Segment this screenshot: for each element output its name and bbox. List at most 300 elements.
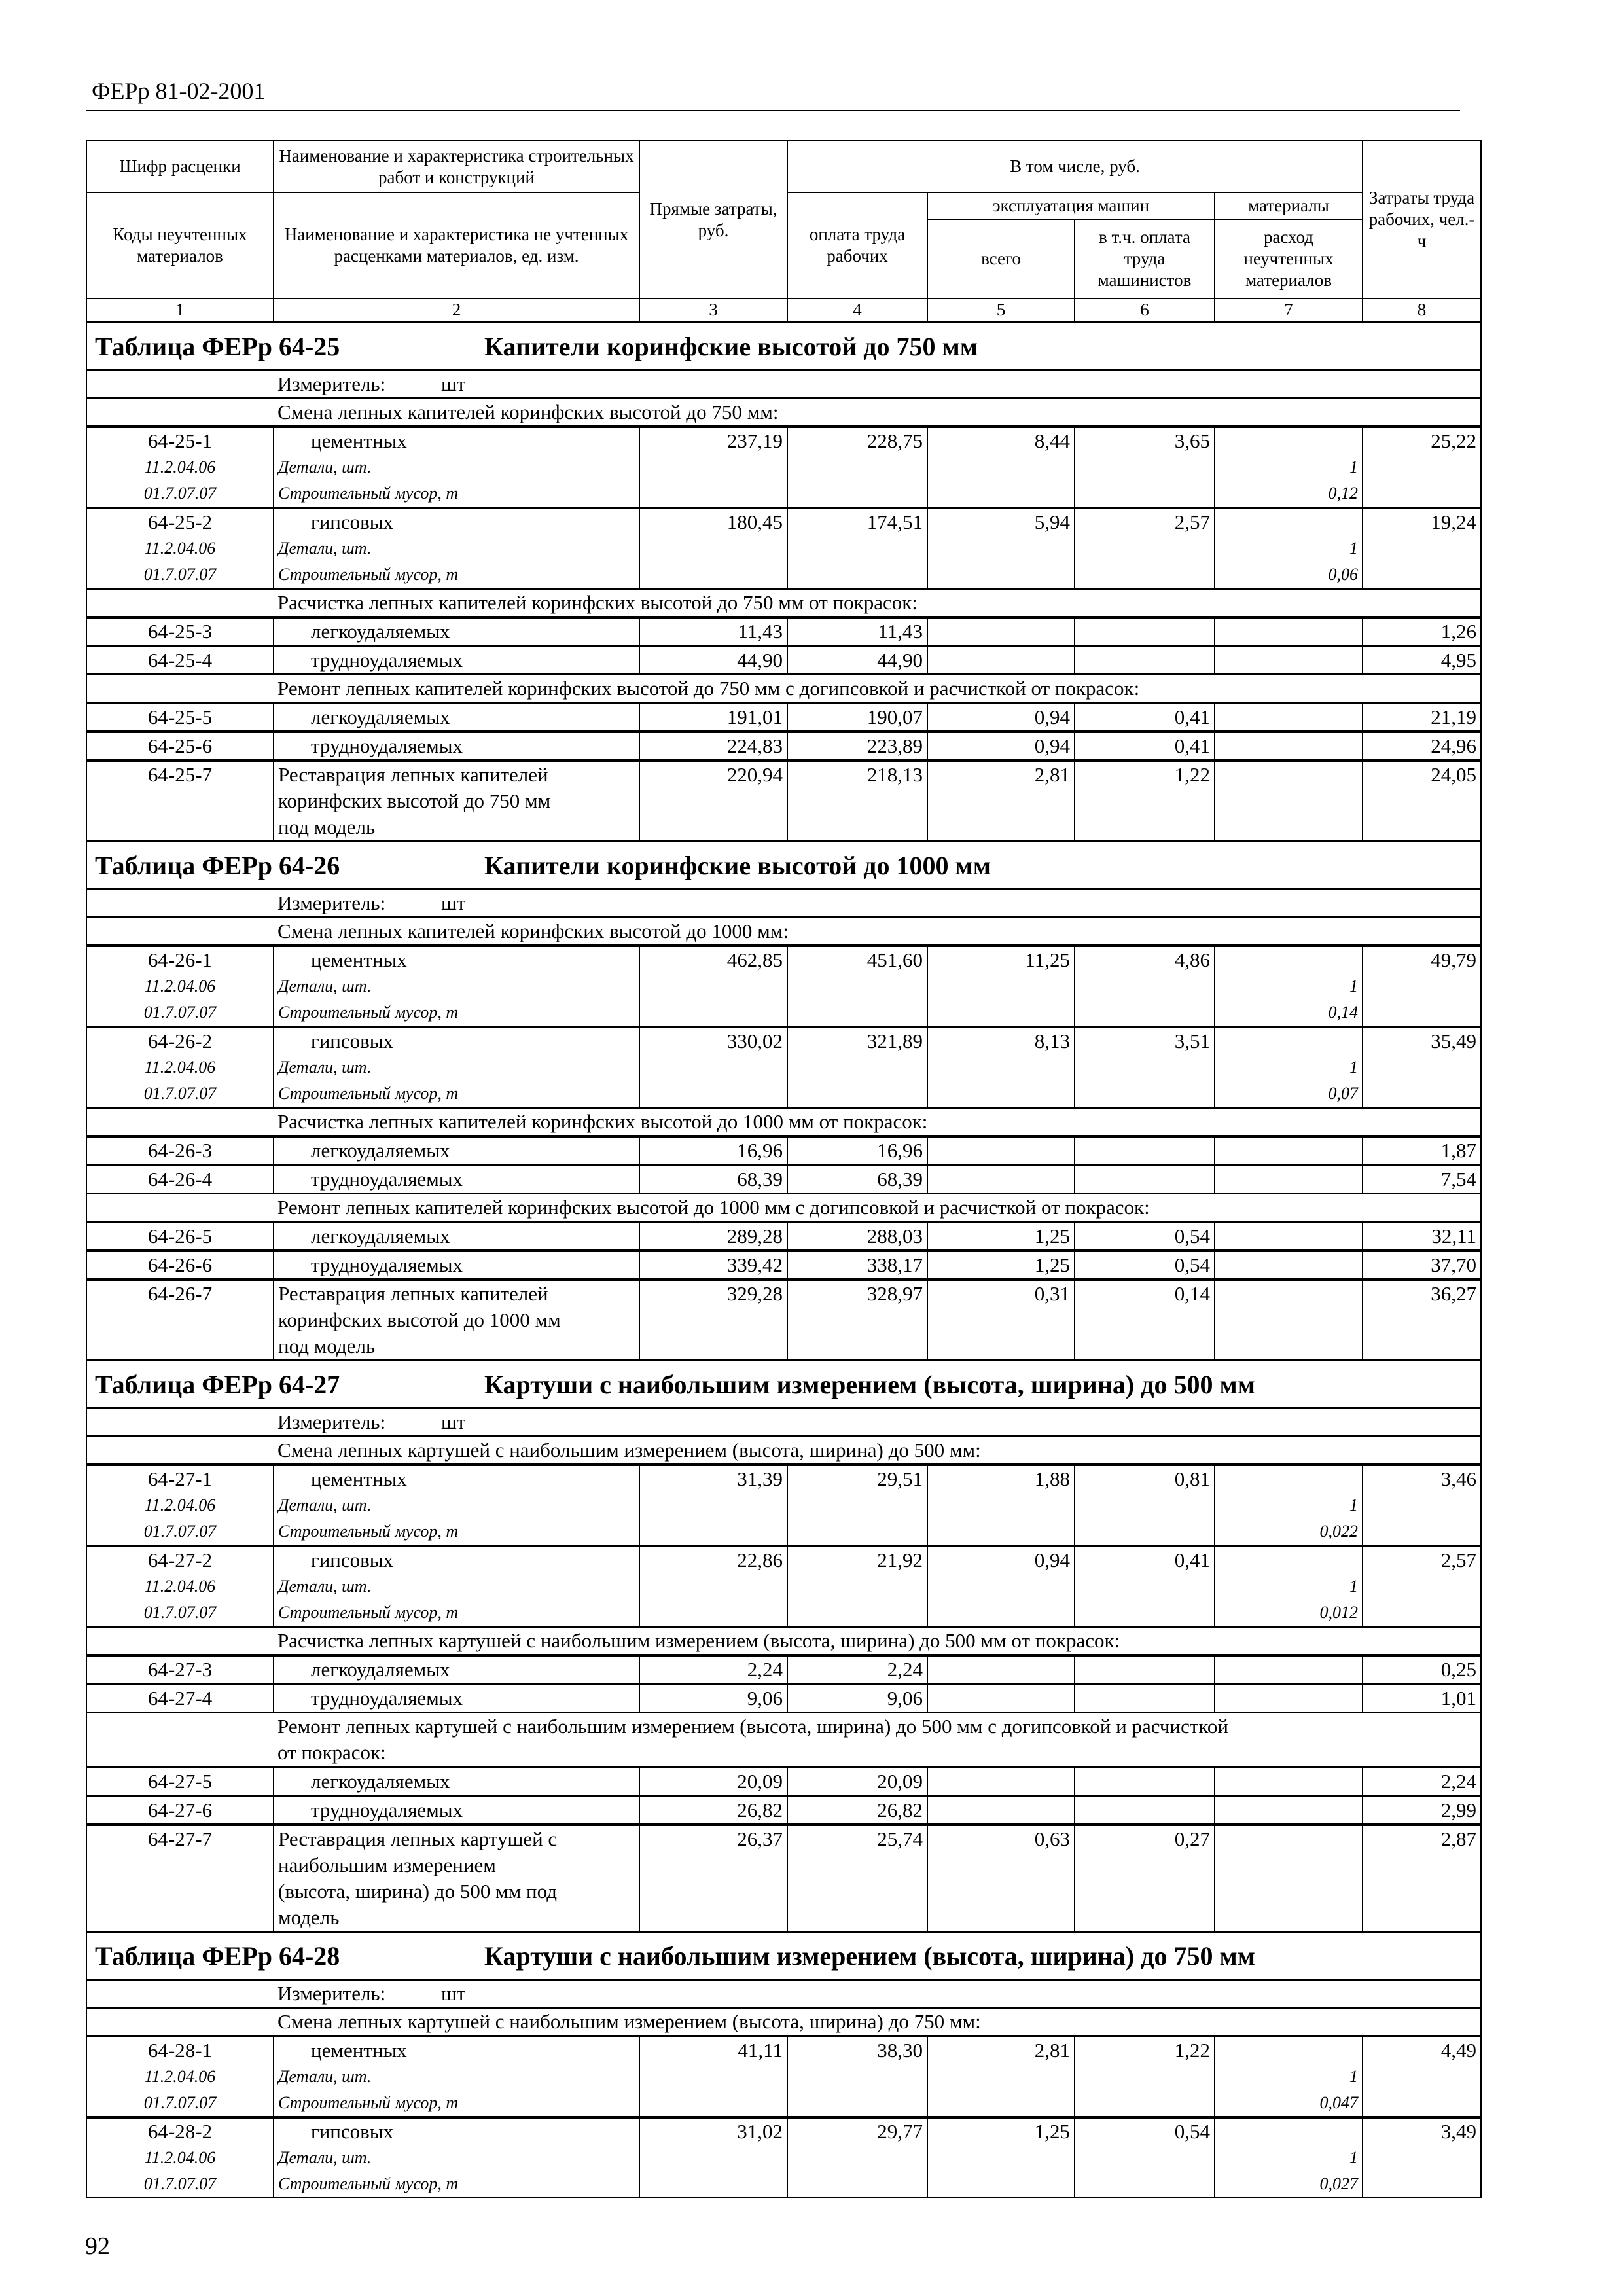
labor-hours: 24,96 <box>1431 734 1477 757</box>
column-number: 8 <box>1363 298 1481 322</box>
measure-row <box>86 1980 1481 2008</box>
work-name: наибольшим измерением <box>278 1854 496 1876</box>
work-name: трудноудаляемых <box>311 1687 463 1710</box>
wages: 29,51 <box>877 1467 923 1490</box>
machines-total <box>932 1166 1070 1193</box>
group-heading: Смена лепных капителей коринфских высотой до 750 мм: <box>277 401 779 423</box>
work-name: гипсовых <box>311 511 394 533</box>
group-heading: Смена лепных картушей с наибольшим измерением (высота, ширина) до 750 мм: <box>277 2010 981 2033</box>
work-name: цементных <box>311 948 407 971</box>
rate-code: 64-26-2 <box>147 1030 213 1052</box>
work-name: легкоудаляемых <box>311 1770 450 1793</box>
machinists-wages: 0,54 <box>1174 1225 1210 1247</box>
material-name: Детали, шт. <box>278 1577 372 1596</box>
direct-cost: 68,39 <box>737 1168 783 1191</box>
material-code: 01.7.07.07 <box>143 2174 217 2193</box>
wages: 451,60 <box>866 948 923 971</box>
column-number: 5 <box>927 298 1075 322</box>
header-code: Шифр расценки <box>86 141 274 192</box>
group-heading-row <box>86 1108 1481 1137</box>
material-code: 11.2.04.06 <box>144 457 216 476</box>
materials <box>1219 1657 1358 1683</box>
work-name: трудноудаляемых <box>311 649 463 672</box>
group-heading-row <box>86 1713 1481 1768</box>
materials <box>1219 1466 1358 1492</box>
materials <box>1219 1138 1358 1164</box>
materials <box>1219 647 1358 673</box>
machinists-wages: 0,81 <box>1174 1467 1210 1490</box>
machinists-wages: 0,41 <box>1174 1549 1210 1571</box>
measure-unit: шт <box>441 891 466 914</box>
material-code: 11.2.04.06 <box>144 539 216 558</box>
group-heading: Смена лепных капителей коринфских высотой до 1000 мм: <box>277 920 789 942</box>
wages: 338,17 <box>866 1253 923 1276</box>
work-name: легкоудаляемых <box>311 1658 450 1681</box>
rate-code: 64-25-7 <box>147 763 213 786</box>
running-head: ФЕРр 81-02-2001 <box>92 78 266 104</box>
work-name: под модель <box>278 816 376 838</box>
labor-hours: 3,49 <box>1440 2120 1477 2143</box>
machines-total: 5,94 <box>1034 511 1070 533</box>
machinists-wages <box>1079 1138 1210 1164</box>
machines-total: 0,63 <box>1034 1827 1070 1850</box>
rate-code: 64-26-1 <box>147 948 213 971</box>
machines-total: 0,31 <box>1034 1282 1070 1305</box>
machinists-wages: 0,41 <box>1174 706 1210 728</box>
group-heading: Расчистка лепных картушей с наибольшим измерением (высота, ширина) до 500 мм от покрасок: <box>277 1629 1120 1652</box>
direct-cost: 16,96 <box>737 1139 783 1162</box>
labor-hours: 1,26 <box>1440 620 1477 643</box>
materials <box>1219 1547 1358 1573</box>
machinists-wages <box>1079 1768 1210 1795</box>
material-qty: 0,06 <box>1328 565 1359 584</box>
table-row <box>86 508 1481 589</box>
work-name: гипсовых <box>311 1549 394 1571</box>
wages: 174,51 <box>866 511 923 533</box>
material-name: Строительный мусор, т <box>278 484 459 503</box>
rate-code: 64-28-2 <box>147 2120 213 2143</box>
group-heading: Ремонт лепных капителей коринфских высотой до 1000 мм с догипсовкой и расчисткой от покрасок: <box>277 1196 1150 1219</box>
machinists-wages <box>1079 1685 1210 1712</box>
rate-code: 64-27-1 <box>147 1467 213 1490</box>
material-qty: 0,12 <box>1328 484 1359 503</box>
rate-code: 64-25-6 <box>147 734 213 757</box>
material-code: 01.7.07.07 <box>143 565 217 584</box>
measure-label: Измеритель: <box>277 372 386 395</box>
machinists-wages: 0,54 <box>1174 2120 1210 2143</box>
direct-cost: 22,86 <box>737 1549 783 1571</box>
table-row <box>86 617 1481 646</box>
machinists-wages: 0,41 <box>1174 734 1210 757</box>
machines-total: 0,94 <box>1034 734 1070 757</box>
wages: 20,09 <box>877 1770 923 1793</box>
column-number: 2 <box>274 298 639 322</box>
measure-row <box>86 1408 1481 1437</box>
work-name: легкоудаляемых <box>311 1139 450 1162</box>
material-code: 01.7.07.07 <box>143 1603 217 1622</box>
header-material-codes: Коды неучтенных материалов <box>86 192 274 298</box>
wages: 29,77 <box>877 2120 923 2143</box>
header-machines: эксплуатация машин <box>927 192 1215 219</box>
work-name: Реставрация лепных капителей <box>278 1282 548 1305</box>
table-row <box>86 761 1481 842</box>
wages: 25,74 <box>877 1827 923 1850</box>
machines-total: 0,94 <box>1034 1549 1070 1571</box>
materials <box>1219 1028 1358 1054</box>
materials <box>1219 1826 1358 1852</box>
group-heading-row <box>86 918 1481 946</box>
material-qty: 1 <box>1349 539 1359 558</box>
materials <box>1219 947 1358 973</box>
work-name: Реставрация лепных картушей с <box>278 1827 558 1850</box>
direct-cost: 462,85 <box>726 948 783 971</box>
group-heading-row <box>86 589 1481 618</box>
machines-total <box>932 1768 1070 1795</box>
labor-hours: 2,24 <box>1440 1770 1477 1793</box>
wages: 288,03 <box>866 1225 923 1247</box>
material-name: Строительный мусор, т <box>278 2174 459 2193</box>
labor-hours: 24,05 <box>1431 763 1477 786</box>
work-name: модель <box>278 1906 340 1929</box>
direct-cost: 26,37 <box>737 1827 783 1850</box>
table-row <box>86 1251 1481 1280</box>
direct-cost: 329,28 <box>726 1282 783 1305</box>
material-code: 11.2.04.06 <box>144 1577 216 1596</box>
material-qty: 0,14 <box>1328 1003 1359 1022</box>
rate-code: 64-26-4 <box>147 1168 213 1191</box>
material-name: Детали, шт. <box>278 539 372 558</box>
wages: 38,30 <box>877 2039 923 2062</box>
table-row <box>86 2117 1481 2198</box>
wages: 328,97 <box>866 1282 923 1305</box>
rate-code: 64-27-4 <box>147 1687 213 1710</box>
material-qty: 1 <box>1349 457 1359 476</box>
material-name: Детали, шт. <box>278 1496 372 1515</box>
machines-total: 1,88 <box>1034 1467 1070 1490</box>
machines-total <box>932 1797 1070 1823</box>
work-name: (высота, ширина) до 500 мм под <box>278 1880 558 1903</box>
work-name: гипсовых <box>311 2120 394 2143</box>
group-heading: Смена лепных картушей с наибольшим измерением (высота, ширина) до 500 мм: <box>277 1439 981 1462</box>
table-code: Таблица ФЕРр 64-28 <box>95 1941 340 1971</box>
machinists-wages <box>1079 647 1210 673</box>
header-material-names: Наименование и характеристика не учтенных расценками материалов, ед. изм. <box>274 192 639 298</box>
material-code: 11.2.04.06 <box>144 977 216 996</box>
material-qty: 1 <box>1349 1496 1359 1515</box>
wages: 11,43 <box>878 620 923 643</box>
material-qty: 1 <box>1349 977 1359 996</box>
material-qty: 1 <box>1349 1058 1359 1077</box>
work-name: легкоудаляемых <box>311 706 450 728</box>
rate-code: 64-27-5 <box>147 1770 213 1793</box>
materials <box>1219 619 1358 645</box>
direct-cost: 180,45 <box>726 511 783 533</box>
group-heading: от покрасок: <box>277 1741 386 1764</box>
direct-cost: 11,43 <box>738 620 783 643</box>
direct-cost: 289,28 <box>726 1225 783 1247</box>
wages: 68,39 <box>877 1168 923 1191</box>
material-name: Детали, шт. <box>278 977 372 996</box>
group-heading: Расчистка лепных капителей коринфских высотой до 1000 мм от покрасок: <box>277 1110 928 1133</box>
materials <box>1219 1166 1358 1193</box>
work-name: гипсовых <box>311 1030 394 1052</box>
machinists-wages <box>1079 1166 1210 1193</box>
wages: 26,82 <box>877 1799 923 1821</box>
material-code: 01.7.07.07 <box>143 1084 217 1103</box>
machines-total <box>932 1657 1070 1683</box>
material-code: 01.7.07.07 <box>143 1522 217 1541</box>
material-name: Строительный мусор, т <box>278 565 459 584</box>
material-name: Детали, шт. <box>278 457 372 476</box>
wages: 228,75 <box>866 429 923 452</box>
measure-row <box>86 370 1481 399</box>
wages: 190,07 <box>866 706 923 728</box>
material-qty: 1 <box>1349 1577 1359 1596</box>
machinists-wages: 3,65 <box>1174 429 1210 452</box>
material-qty: 0,022 <box>1319 1522 1359 1541</box>
materials <box>1219 762 1358 788</box>
machinists-wages: 0,27 <box>1174 1827 1210 1850</box>
machines-total: 8,13 <box>1034 1030 1070 1052</box>
direct-cost: 220,94 <box>726 763 783 786</box>
wages: 218,13 <box>866 763 923 786</box>
table-name: Картуши с наибольшим измерением (высота, ширина) до 750 мм <box>484 1941 1255 1971</box>
measure-unit: шт <box>441 1410 466 1433</box>
rate-code: 64-25-4 <box>147 649 213 672</box>
group-heading: Ремонт лепных капителей коринфских высотой до 750 мм с догипсовкой и расчисткой от покрасок: <box>277 677 1140 700</box>
column-number: 7 <box>1215 298 1363 322</box>
table-row <box>86 1796 1481 1825</box>
table-title-row <box>86 322 1481 370</box>
work-name: коринфских высотой до 750 мм <box>278 789 551 812</box>
header-including: В том числе, руб. <box>787 141 1363 192</box>
machines-total: 8,44 <box>1034 429 1070 452</box>
labor-hours: 2,57 <box>1440 1549 1477 1571</box>
work-name: трудноудаляемых <box>311 1799 463 1821</box>
machinists-wages: 0,14 <box>1174 1282 1210 1305</box>
table-code: Таблица ФЕРр 64-25 <box>95 332 340 361</box>
direct-cost: 26,82 <box>737 1799 783 1821</box>
wages: 2,24 <box>887 1658 923 1681</box>
material-code: 11.2.04.06 <box>144 2148 216 2167</box>
materials <box>1219 428 1358 454</box>
machinists-wages: 1,22 <box>1174 2039 1210 2062</box>
machines-total <box>932 619 1070 645</box>
wages: 9,06 <box>887 1687 923 1710</box>
column-number: 3 <box>639 298 787 322</box>
labor-hours: 49,79 <box>1431 948 1477 971</box>
table-row <box>86 1655 1481 1684</box>
machinists-wages: 1,22 <box>1174 763 1210 786</box>
group-heading-row <box>86 1437 1481 1465</box>
table-code: Таблица ФЕРр 64-27 <box>95 1370 340 1399</box>
header-direct-costs: Прямые затраты, руб. <box>639 141 787 298</box>
materials <box>1219 2119 1358 2145</box>
labor-hours: 4,49 <box>1440 2039 1477 2062</box>
wages: 44,90 <box>877 649 923 672</box>
rate-code: 64-27-3 <box>147 1658 213 1681</box>
material-qty: 0,027 <box>1319 2174 1359 2193</box>
machines-total: 0,94 <box>1034 706 1070 728</box>
work-name: трудноудаляемых <box>311 734 463 757</box>
materials <box>1219 2037 1358 2064</box>
labor-hours: 35,49 <box>1431 1030 1477 1052</box>
rate-code: 64-26-3 <box>147 1139 213 1162</box>
rate-code: 64-25-1 <box>147 429 213 452</box>
materials <box>1219 704 1358 730</box>
column-number: 4 <box>787 298 927 322</box>
labor-hours: 0,25 <box>1440 1658 1477 1681</box>
work-name: цементных <box>311 2039 407 2062</box>
measure-unit: шт <box>441 1982 466 2005</box>
labor-hours: 1,01 <box>1440 1687 1477 1710</box>
material-name: Детали, шт. <box>278 1058 372 1077</box>
labor-hours: 21,19 <box>1431 706 1477 728</box>
machines-total: 11,25 <box>1025 948 1070 971</box>
labor-hours: 36,27 <box>1431 1282 1477 1305</box>
wages: 223,89 <box>866 734 923 757</box>
machinists-wages: 4,86 <box>1174 948 1210 971</box>
labor-hours: 1,87 <box>1440 1139 1477 1162</box>
direct-cost: 44,90 <box>737 649 783 672</box>
header-rule <box>86 110 1460 111</box>
table-row <box>86 1684 1481 1713</box>
material-code: 01.7.07.07 <box>143 2093 217 2112</box>
group-heading-row <box>86 1627 1481 1656</box>
group-heading-row <box>86 1194 1481 1223</box>
material-name: Детали, шт. <box>278 2148 372 2167</box>
material-name: Строительный мусор, т <box>278 1003 459 1022</box>
work-name: Реставрация лепных капителей <box>278 763 548 786</box>
group-heading-row <box>86 675 1481 704</box>
material-qty: 0,012 <box>1319 1603 1359 1622</box>
group-heading: Ремонт лепных картушей с наибольшим измерением (высота, ширина) до 500 мм с догипсовкой и расчисткой <box>277 1715 1228 1738</box>
column-number: 6 <box>1075 298 1215 322</box>
labor-hours: 2,87 <box>1440 1827 1477 1850</box>
page-number: 92 <box>85 2233 110 2260</box>
work-name: цементных <box>311 429 407 452</box>
measure-row <box>86 889 1481 918</box>
table-row <box>86 1222 1481 1251</box>
machinists-wages: 3,51 <box>1174 1030 1210 1052</box>
table-row <box>86 1165 1481 1194</box>
labor-hours: 37,70 <box>1431 1253 1477 1276</box>
measure-label: Измеритель: <box>277 1410 386 1433</box>
table-row <box>86 427 1481 508</box>
measure-label: Измеритель: <box>277 891 386 914</box>
material-qty: 0,047 <box>1319 2093 1359 2112</box>
material-qty: 1 <box>1349 2148 1359 2167</box>
direct-cost: 20,09 <box>737 1770 783 1793</box>
materials <box>1219 1768 1358 1795</box>
table-row <box>86 1546 1481 1627</box>
machinists-wages: 0,54 <box>1174 1253 1210 1276</box>
materials <box>1219 733 1358 759</box>
material-code: 11.2.04.06 <box>144 2067 216 2086</box>
rate-code: 64-26-5 <box>147 1225 213 1247</box>
rate-code: 64-25-3 <box>147 620 213 643</box>
rates-table <box>86 140 1482 2198</box>
materials <box>1219 1223 1358 1249</box>
work-name: трудноудаляемых <box>311 1253 463 1276</box>
header-wages: оплата труда рабочих <box>787 192 927 298</box>
table-row <box>86 732 1481 761</box>
work-name: цементных <box>311 1467 407 1490</box>
table-row <box>86 2036 1481 2117</box>
table-row <box>86 646 1481 675</box>
table-code: Таблица ФЕРр 64-26 <box>95 851 340 880</box>
measure-label: Измеритель: <box>277 1982 386 2005</box>
column-number: 1 <box>86 298 274 322</box>
table-row <box>86 1027 1481 1108</box>
table-row <box>86 1825 1481 1932</box>
machines-total: 1,25 <box>1034 2120 1070 2143</box>
work-name: коринфских высотой до 1000 мм <box>278 1308 561 1331</box>
rate-code: 64-26-7 <box>147 1282 213 1305</box>
rate-code: 64-28-1 <box>147 2039 213 2062</box>
table-row <box>86 1280 1481 1361</box>
direct-cost: 2,24 <box>747 1658 783 1681</box>
material-code: 01.7.07.07 <box>143 1003 217 1022</box>
machines-total: 2,81 <box>1034 2039 1070 2062</box>
rate-code: 64-27-7 <box>147 1827 213 1850</box>
rate-code: 64-25-5 <box>147 706 213 728</box>
direct-cost: 31,02 <box>737 2120 783 2143</box>
labor-hours: 7,54 <box>1440 1168 1477 1191</box>
table-row <box>86 1136 1481 1165</box>
material-name: Строительный мусор, т <box>278 1084 459 1103</box>
group-heading: Расчистка лепных капителей коринфских высотой до 750 мм от покрасок: <box>277 591 918 614</box>
direct-cost: 9,06 <box>747 1687 783 1710</box>
materials <box>1219 509 1358 535</box>
direct-cost: 339,42 <box>726 1253 783 1276</box>
direct-cost: 41,11 <box>738 2039 783 2062</box>
table-name: Картуши с наибольшим измерением (высота, ширина) до 500 мм <box>484 1370 1255 1399</box>
materials <box>1219 1685 1358 1712</box>
material-qty: 0,07 <box>1328 1084 1359 1103</box>
machines-total: 1,25 <box>1034 1225 1070 1247</box>
materials <box>1219 1797 1358 1823</box>
table-header <box>86 141 1481 322</box>
header-materials-use: расход неучтенных материалов <box>1215 219 1363 298</box>
labor-hours: 2,99 <box>1440 1799 1477 1821</box>
machines-total: 2,81 <box>1034 763 1070 786</box>
table-title-row <box>86 1932 1481 1980</box>
material-name: Детали, шт. <box>278 2067 372 2086</box>
labor-hours: 25,22 <box>1431 429 1477 452</box>
machines-total <box>932 1685 1070 1712</box>
work-name: трудноудаляемых <box>311 1168 463 1191</box>
group-heading-row <box>86 2008 1481 2037</box>
labor-hours: 4,95 <box>1440 649 1477 672</box>
direct-cost: 191,01 <box>726 706 783 728</box>
rate-code: 64-25-2 <box>147 511 213 533</box>
work-name: легкоудаляемых <box>311 1225 450 1247</box>
machines-total <box>932 647 1070 673</box>
materials <box>1219 1281 1358 1307</box>
table-title-row <box>86 1361 1481 1408</box>
material-code: 01.7.07.07 <box>143 484 217 503</box>
table-row <box>86 703 1481 732</box>
header-machines-total: всего <box>927 219 1075 298</box>
work-name: под модель <box>278 1335 376 1357</box>
header-machinists: в т.ч. оплата труда машинистов <box>1075 219 1215 298</box>
materials <box>1219 1252 1358 1278</box>
material-code: 11.2.04.06 <box>144 1058 216 1077</box>
rate-code: 64-26-6 <box>147 1253 213 1276</box>
direct-cost: 224,83 <box>726 734 783 757</box>
material-code: 11.2.04.06 <box>144 1496 216 1515</box>
